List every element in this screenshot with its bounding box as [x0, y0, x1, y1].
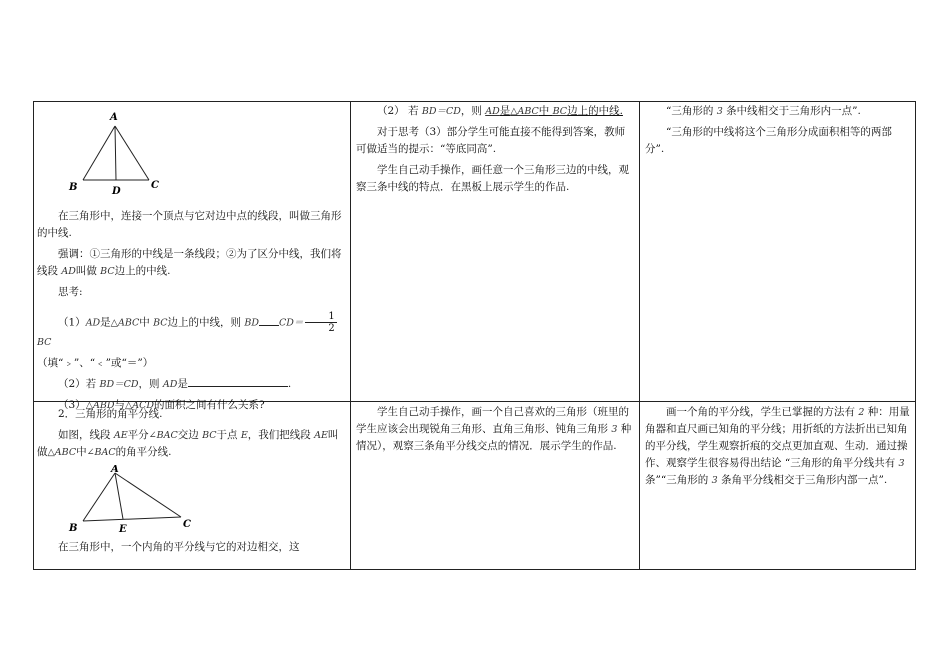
vertex-label-c: C	[183, 519, 191, 530]
hint-text: 对于思考（3）部分学生可能直接不能得到答案，教师可做适当的提示：“等底同高”.	[356, 126, 626, 155]
vertex-label-c: C	[151, 180, 159, 191]
median-triangle-figure	[65, 104, 205, 200]
vertex-label-a: A	[110, 112, 118, 123]
conclusion-1: “三角形的 3 条中线相交于三角形内一点”.	[666, 105, 861, 117]
conclusion-2: “三角形的中线将这个三角形分成面积相等的两部分”.	[645, 126, 892, 155]
section-title: 2．三角形的角平分线.	[58, 408, 163, 420]
vertex-label-b: B	[69, 523, 78, 534]
bisector-triangle-figure	[65, 465, 215, 535]
vertex-label-b: B	[69, 182, 78, 193]
question-2: （2）若 BD＝CD，则 AD是 .	[58, 378, 292, 390]
column-divider-1	[350, 101, 351, 570]
half-fraction: $\frac{1}{2}$	[305, 311, 336, 334]
answer-blank-1	[259, 325, 279, 326]
left-cell-row1	[37, 104, 347, 418]
bisector-text: 在三角形中，一个内角的平分线与它的对边相交，这	[58, 541, 300, 553]
column-divider-2	[639, 101, 640, 570]
question-1: （1）AD是△ABC中 BC边上的中线，则 BD CD＝ $\frac{1}{2}$ BC	[37, 311, 335, 348]
question-1-fill-hint: （填“﹥”、“﹤”或“＝”）	[37, 357, 154, 369]
answer-2: （2） 若 BD＝CD，则 AD是△ABC中 BC边上的中线.	[377, 105, 623, 117]
vertex-label-d: D	[112, 186, 121, 197]
median-definition: 在三角形中，连接一个顶点与它对边中点的线段，叫做三角形的中线.	[37, 210, 342, 239]
bisector-methods: 画一个角的平分线，学生已掌握的方法有 2 种：用量角器和直尺画已知角的平分线；用折纸的方法折出已知角的平分线，学生观察折痕的交点更加直观、生动．通过操作、观察学生很容易得出结论 “三角形的角平分线共有 3 条”“三角形的 3 条角平分线相交于三角形内部一点”.	[645, 406, 910, 486]
emphasis-text: 强调：①三角形的中线是一条线段；②为了区分中线，我们将线段 AD叫做 BC边上的中线.	[37, 248, 342, 277]
bisector-activity: 学生自己动手操作，画一个自己喜欢的三角形（班里的学生应该会出现锐角三角形、直角三角形、钝角三角形 3 种情况），观察三条角平分线交点的情况．展示学生的作品.	[356, 406, 632, 452]
bisector-definition: 如图，线段 AE平分∠BAC交边 BC于点 E，我们把线段 AE叫做△ABC中∠BAC的角平分线.	[37, 429, 339, 458]
middle-cell-row2	[356, 404, 634, 459]
right-cell-row1	[645, 103, 911, 162]
question-3: （3）△ABD与△ACD的面积之间有什么关系?	[58, 399, 265, 411]
activity-text: 学生自己动手操作，画任意一个三角形三边的中线，观察三条中线的特点．在黑板上展示学生的作品.	[356, 164, 629, 193]
middle-cell-row1	[356, 103, 634, 200]
answer-blank-2	[188, 386, 288, 387]
think-heading: 思考:	[58, 286, 83, 298]
right-cell-row2	[645, 404, 911, 493]
left-cell-row2	[37, 406, 347, 560]
vertex-label-e: E	[119, 524, 127, 535]
vertex-label-a: A	[111, 465, 119, 475]
